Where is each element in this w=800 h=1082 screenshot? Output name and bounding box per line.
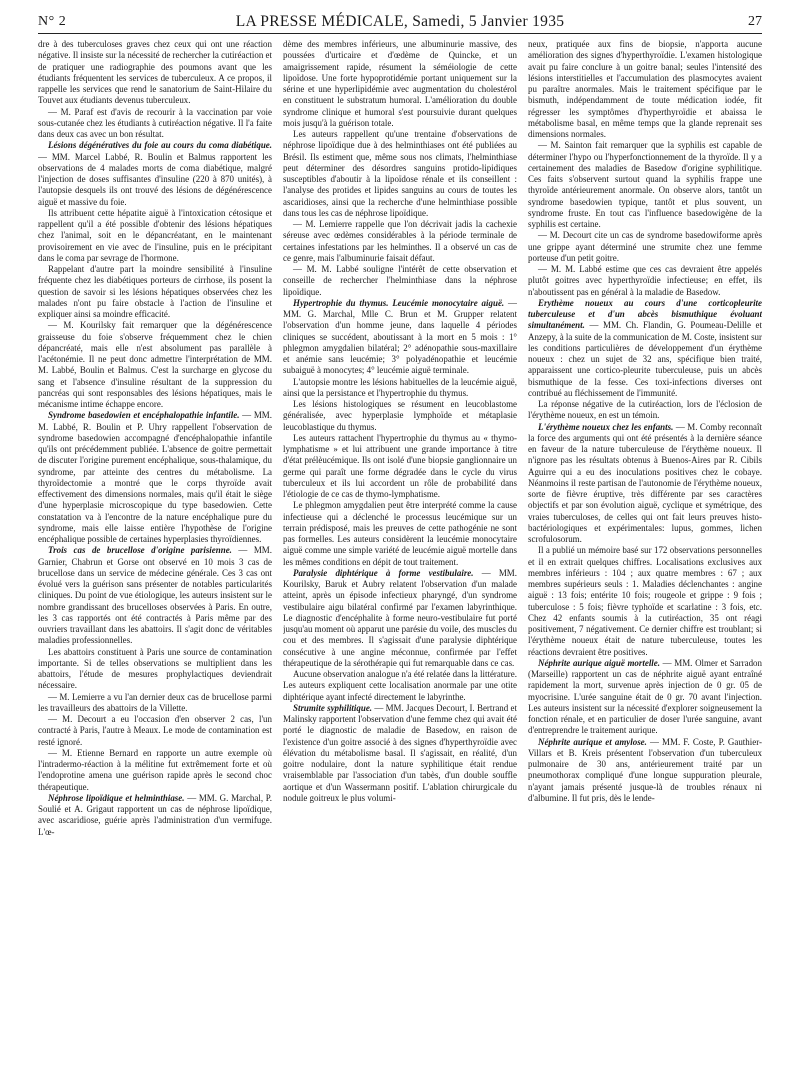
paragraph-text: — M. Kourilsky fait remarquer que la dégénérescence graisseuse du foie s'observe fréquemment chez le chien dépancréaté, mais elle n'est absolument pas parallèle à l'acétonémie. Il ne peut donc admettre l'interprétation de MM. M. Labbé, Boulin et Balmus. C'est la surcharge en glycose du sang et l'absence d'insuline résultant de la suppression du pancréas qui sont responsables des lésions hépatiques, mais le mécanisme intime échappe encore.	[38, 320, 272, 409]
paragraph-text: — M. Sainton fait remarquer que la syphilis est capable de déterminer l'hypo ou l'hyperfonctionnement de la thyroïde. Il y a certainement des maladies de Basedow d'origine syphilitique. Ces faits s'observent surtout quand la syphilis frappe une thyroïde antérieurement anormale. On observe alors, tantôt un syndrome basedowien typique, tantôt et plus souvent, un syndrome fruste. En tout cas l'influence basedowigène de la syphilis est certaine.	[528, 140, 762, 229]
paragraph	[38, 714, 272, 748]
section-heading: L'érythème noueux chez les enfants.	[538, 421, 674, 432]
paragraph-text: Les abattoirs constituent à Paris une source de contamination importante. Si de telles observations se multiplient dans les abattoirs, l'étude de mesures prophylactiques deviendrait nécessaire.	[38, 646, 272, 691]
paragraph	[38, 264, 272, 320]
header-rule	[38, 33, 762, 34]
paragraph	[283, 298, 517, 377]
paragraph	[283, 669, 517, 703]
paragraph-text: L'autopsie montre les lésions habituelles de la leucémie aiguë, ainsi que la persistance et l'hypertrophie du thymus.	[283, 376, 517, 398]
journal-title: LA PRESSE MÉDICALE, Samedi, 5 Janvier 1935	[235, 13, 565, 30]
paragraph	[283, 568, 517, 669]
section-heading: Néphrite aurique et amylose.	[538, 736, 647, 747]
paragraph-text: — MM. F. Coste, P. Gauthier-Villars et B. Kreis présentent l'observation d'un tuberculeux pulmonaire de 30 ans, antérieurement traité par un pneumothorax compliqué d'une longue suppuration pleurale, n'ayant jamais présenté jusque-là de troubles rénaux ni d'albumine. Il fut pris, dès le lende-	[528, 736, 762, 803]
paragraph	[528, 39, 762, 140]
paragraph	[283, 500, 517, 568]
paragraph	[38, 39, 272, 107]
paragraph	[38, 545, 272, 646]
paragraph	[283, 219, 517, 264]
paragraph	[283, 264, 517, 298]
paragraph-text: — M. Decourt cite un cas de syndrome basedowiforme après une grippe ayant déterminé une strumite chez une femme porteuse d'un petit goitre.	[528, 230, 762, 263]
paragraph-text: — MM. M. Labbé, R. Boulin et P. Uhry rappellent l'observation de syndrome basedowien accompagné d'encéphalopathie infantile qu'ils ont précédemment publiée. L'absence de goitre permettait de discuter l'origine purement encéphalique, sous-thalamique, du syndrome, par atteinte des centres du métabolisme. La thyroïdectomie a montré que le corps thyroïde avait effectivement des dimensions normales, mais qu'il était le siège d'une hyperplasie microscopique du type basedowien. Cette constatation va à l'encontre de la nature encéphalique pure du syndrome, mais elle laisse entière l'hypothèse de l'origine encéphalique possible de certaines hyperplasies thyroïdiennes.	[38, 410, 272, 544]
paragraph	[528, 230, 762, 264]
paragraph	[528, 545, 762, 658]
paragraph	[283, 433, 517, 501]
paragraph-text: — MM. Marcel Labbé, R. Boulin et Balmus rapportent les observations de 4 malades morts de coma diabétique, malgré l'injection de doses suffisantes d'insuline (220 à 870 unités), à l'autopsie desquels ils ont trouvé des lésions de dégénérescence aiguë et massive du foie.	[38, 151, 272, 207]
paragraph-text: — M. Decourt a eu l'occasion d'en observer 2 cas, l'un contracté à Paris, l'autre à Meaux. Le mode de contamination est resté ignoré.	[38, 714, 272, 747]
paragraph-text: Rappelant d'autre part la moindre sensibilité à l'insuline fréquente chez les diabétiques porteurs de cirrhose, ils posent la question de savoir si les lésions hépatiques observées chez les malades n'ont pu faire obstacle à l'action de l'insuline et expliquer ainsi sa moindre efficacité.	[38, 264, 272, 319]
paragraph-text: Les auteurs rattachent l'hypertrophie du thymus au « thymo-lymphatisme » et lui attribuent une grande importance à titre d'état prélèucémique. Ils ont isolé d'une biopsie ganglionnaire un germe qui paraît une forme dégradée dans le cycle du virus tuberculeux et ils lui accordent un rôle de probabilité dans l'étiologie de ce cas de thymo-lymphatisme.	[283, 432, 517, 499]
paragraph	[528, 658, 762, 737]
page-header	[38, 12, 762, 34]
paragraph-text: Les auteurs rappellent qu'une trentaine d'observations de néphrose lipoïdique due à des helminthiases ont été publiées au Brésil. Ils estiment que, même sous nos climats, l'helminthiase peut déterminer des désordres sanguins protido-lipidiques susceptibles d'aboutir à la lipoïdose rénale et ils conseillent : l'analyse des protides et lipides sanguins au cours de toutes les ascaridioses, ainsi que la recherche d'une helminthiase possible dans tous les cas de néphrose lipoïdique.	[283, 129, 517, 218]
paragraph	[38, 320, 272, 410]
paragraph-text: — MM. G. Marchal, P. Soulié et A. Grigaut rapportent un cas de néphrose lipoïdique, avec ascaridiose, guérie après l'administration d'un vermifuge. L'œ-	[38, 792, 272, 837]
paragraph-text: — MM. Kourilsky, Baruk et Aubry relatent l'observation d'un malade atteint, après un épisode infectieux pharyngé, d'un syndrome vestibulaire aigu bilatéral confirmé par l'examen labyrinthique. Le diagnostic d'encéphalite à forme neuro-vestibulaire fut porté jusqu'au moment où apparut une parésie du voile, des muscles du cou et des membres. Il s'agissait d'une paralysie diphtérique consécutive à une angine méconnue, confirmée par l'effet thérapeutique de la sérothérapie qui fut remarquable dans ce cas.	[283, 567, 517, 668]
paragraph	[38, 647, 272, 692]
paragraph-text: La réponse négative de la cutiréaction, lors de l'éclosion de l'érythème noueux, en est un témoin.	[528, 399, 762, 421]
paragraph-text: — M. Lemierre a vu l'an dernier deux cas de brucellose parmi les travailleurs des abattoirs de la Villette.	[38, 691, 272, 713]
paragraph-text: — MM. Ch. Flandin, G. Poumeau-Delille et Anzepy, à la suite de la communication de M. Coste, insistent sur les conditions particulières de développement d'un érythème noueux : chez un sujet de 32 ans, spécifique bien traité, apparaissent une cortico-pleurite tuberculeuse, puis un abcès bismuthique de la fesse. Ces toxi-infections diverses ont contribué au fléchissement de l'immunité.	[528, 320, 762, 398]
paragraph	[528, 422, 762, 546]
paragraph	[283, 399, 517, 433]
text-column-1	[38, 39, 272, 1075]
paragraph	[38, 748, 272, 793]
section-heading: Strumite syphilitique.	[293, 702, 373, 713]
paragraph-text: — M. Etienne Bernard en rapporte un autre exemple où l'intradermo-réaction à la mélitine fut extrêmement forte et où l'endoprotine amena une guérison rapide après le second choc thérapeutique.	[38, 747, 272, 792]
paragraph	[283, 377, 517, 400]
paragraph-text: Le phlegmon amygdalien peut être interprété comme la cause infectieuse qui a déclenché le processus leucémique sur un terrain prédisposé, mais les preuves de cette pathogénie ne sont pas formelles. Les auteurs considèrent la leucémie monocytaire aiguë comme une simple variété de leucémie aiguë mortelle dans les mêmes conditions en dépit de tout traitement.	[283, 500, 517, 567]
paragraph-text: — MM. Olmer et Sarradon (Marseille) rapportent un cas de néphrite aiguë ayant entraîné rapidement la mort, survenue après injection de 0 gr. 05 de myocrisine. L'urée sanguine était de 0 gr. 70 avant l'injection. Les auteurs insistent sur la nécessité d'explorer soigneusement la fonction rénale, et en particulier de doser l'urée sanguine, avant d'entreprendre le traitement aurique.	[528, 657, 762, 736]
paragraph-text: neux, pratiquée aux fins de biopsie, n'apporta aucune amélioration des signes d'hyperthyroïdie. L'examen histologique avait pu faire conclure à un goitre banal; seules l'intensité des lésions interstitielles et l'accumulation des plasmocytes avaient pu paraître anormales. Mais le traitement spécifique par le bismuth, indépendamment de toute médication iodée, fit régresser les symptômes d'hyperthyroïdie et abaissa le métabolisme basal, en même temps que la glande reprenait ses dimensions normales.	[528, 39, 762, 139]
paragraph-text: Aucune observation analogue n'a été relatée dans la littérature. Les auteurs expliquent cette localisation anormale par une otite diphtérique ayant infecté directement le labyrinthe.	[283, 669, 517, 702]
paragraph	[283, 129, 517, 219]
paragraph	[283, 39, 517, 129]
paragraph	[38, 692, 272, 715]
paragraph	[528, 298, 762, 399]
paragraph-text: Ils attribuent cette hépatite aiguë à l'intoxication cétosique et rappellent qu'il a été possible d'obtenir des lésions hépatiques chez l'animal, soit en le dépancréatant, en le maintenant provisoirement en vie avec de l'insuline, puis en le précipitant dans le coma par sevrage de l'hormone.	[38, 207, 272, 263]
section-heading: Syndrome basedowien et encéphalopathie infantile.	[48, 410, 240, 421]
section-heading: Erythème noueux au cours d'une corticopleurite tuberculeuse et d'un abcès bismuthique évoluant simultanément.	[528, 297, 762, 331]
section-heading: Trois cas de brucellose d'origine parisienne.	[48, 545, 232, 556]
section-heading: Néphrose lipoïdique et helminthiase.	[48, 792, 185, 803]
issue-number: N° 2	[38, 14, 67, 29]
paragraph	[38, 410, 272, 545]
paragraph	[38, 140, 272, 208]
paragraph-text: dème des membres inférieurs, une albuminurie massive, des poussées d'urticaire et d'œdème de Quincke, et un amaigrissement rapide, résument la séméiologie de cette lipoïdose. Une forte hypoprotidémie portant uniquement sur la sérine et une hyperlipidémie avec augmentation du cholestérol en constituent le substratum humoral. L'amélioration du double syndrome clinique et humoral s'est poursuivie durant quelques mois jusqu'à la guérison totale.	[283, 39, 517, 128]
paragraph-text: — MM. Garnier, Chabrun et Gorse ont observé en 10 mois 3 cas de brucellose dans un service de médecine générale. Ces 3 cas ont évolué vers la guérison sans présenter de notables particularités cliniques. Du point de vue étiologique, les auteurs insistent sur le nombre grandissant des brucelloses observées à Paris. En outre, les 3 cas rapportés ont été contractés à Paris même par des ouvriers travaillant dans les abattoirs. Il s'agit donc de véritables maladies professionnelles.	[38, 545, 272, 646]
page-number: 27	[748, 14, 762, 29]
paragraph-text: — M. Lemierre rappelle que l'on décrivait jadis la cachexie séreuse avec œdèmes considérables à la période terminale de certaines infestations par les helminthes. Il a observé un cas de ce genre, mais l'albuminurie faisait défaut.	[283, 219, 517, 263]
paragraph	[38, 208, 272, 264]
paragraph	[38, 793, 272, 838]
paragraph	[528, 140, 762, 230]
paragraph-text: dre à des tuberculoses graves chez ceux qui ont une réaction négative. Il insiste sur la nécessité de rechercher la cutiréaction et de pratiquer une radiographie des poumons avant que les étudiants fréquentent les services de tuberculeux. A ce propos, il rappelle les services que rend le sanatorium de Saint-Hilaire du Touvet aux étudiants devenus tuberculeux.	[38, 39, 272, 106]
section-heading: Hypertrophie du thymus. Leucémie monocytaire aiguë.	[293, 297, 505, 308]
text-column-2	[283, 39, 517, 1075]
paragraph-text: — MM. Jacques Decourt, I. Bertrand et Malinsky rapportent l'observation d'une femme chez qui avait été porté le diagnostic de maladie de Basedow, en raison de l'existence d'un goitre associé à des signes d'hyperthyroïdie avec élévation du métabolisme basal. Il s'agissait, en réalité, d'un goitre nodulaire, dont la nature syphilitique était rendue vraisemblable par l'association d'un tabès, d'un double souffle aortique et d'un Wassermann positif. L'ablation chirurgicale du nodule goitreux le plus volumi-	[283, 702, 517, 803]
paragraph	[38, 107, 272, 141]
section-heading: Lésions dégénératives du foie au cours du coma diabétique.	[48, 140, 272, 151]
text-column-3	[528, 39, 762, 1075]
paragraph-text: — MM. G. Marchal, Mlle C. Brun et M. Grupper relatent l'observation d'un homme jeune, dans laquelle 4 périodes cliniques se succédent, aboutissant à la mort en 5 mois : 1° phlegmon amygdalien bilatéral; 2° adénopathie sous-maxillaire et anémie sans leucémie; 3° polyadénopathie et leucémie subaiguë à monocytes; 4° leucémie aiguë terminale.	[283, 297, 517, 376]
paragraph	[283, 703, 517, 804]
paragraph	[528, 264, 762, 298]
section-heading: Néphrite aurique aiguë mortelle.	[538, 657, 660, 668]
paragraph-text: — M. Paraf est d'avis de recourir à la vaccination par voie sous-cutanée chez les étudiants à cutiréaction négative. Il l'a faite dans deux cas avec un bon résultat.	[38, 106, 272, 139]
paragraph-text: — M. M. Labbé estime que ces cas devraient être appelés plutôt goitres avec hyperthyroïdie infectieuse; en effet, ils n'aboutissent pas en général à la maladie de Basedow.	[528, 264, 762, 297]
section-heading: Paralysie diphtérique à forme vestibulaire.	[293, 567, 474, 578]
paragraph	[528, 737, 762, 805]
paragraph-text: Les lésions histologiques se résument en leucoblastome généralisée, avec hyperplasie lymphoïde et métaplasie leucoblastique du thymus.	[283, 399, 517, 432]
paragraph-text: — M. M. Labbé souligne l'intérêt de cette observation et conseille de rechercher l'helminthiase dans la néphrose lipoïdique.	[283, 264, 517, 297]
paragraph	[528, 399, 762, 422]
paragraph-text: — M. Comby reconnaît la force des arguments qui ont été présentés à la dernière séance en faveur de la nature tuberculeuse de l'érythème noueux. Il n'ignore pas les résultats obtenus à Buenos-Aires par R. Cibils Aguirre qui a eu des inoculations positives chez le cobaye. Néanmoins il reste partisan de l'autonomie de l'érythème noueux, sorte de fièvre éruptive, très différente par ses caractères objectifs et par son évolution aiguë, cyclique et symétrique, des vraies tuberculoses, de celles qui ont fait leurs preuves histo-bactériologiques et expérimentales: lupus, gommes, lichen scrofulosorum.	[528, 421, 762, 544]
paragraph-text: Il a publié un mémoire basé sur 172 observations personnelles et il en extrait quelques chiffres. Localisations exclusives aux membres inférieurs : 104 ; aux quatre membres : 67 ; aux membres supérieurs seuls : 1. Maladies déclenchantes : angine aiguë : 13 fois; entérite 10 fois; rougeole et grippe : 9 fois ; tuberculose : 5 fois; fièvre typhoïde et scarlatine : 3 fois, etc. Chez 42 enfants soumis à la cutiréaction, 35 ont réagi positivement, 7 négativement. Ce dernier chiffre est troublant; si l'érythème noueux était de nature tuberculeuse, toutes les réactions devraient être positives.	[528, 545, 762, 657]
